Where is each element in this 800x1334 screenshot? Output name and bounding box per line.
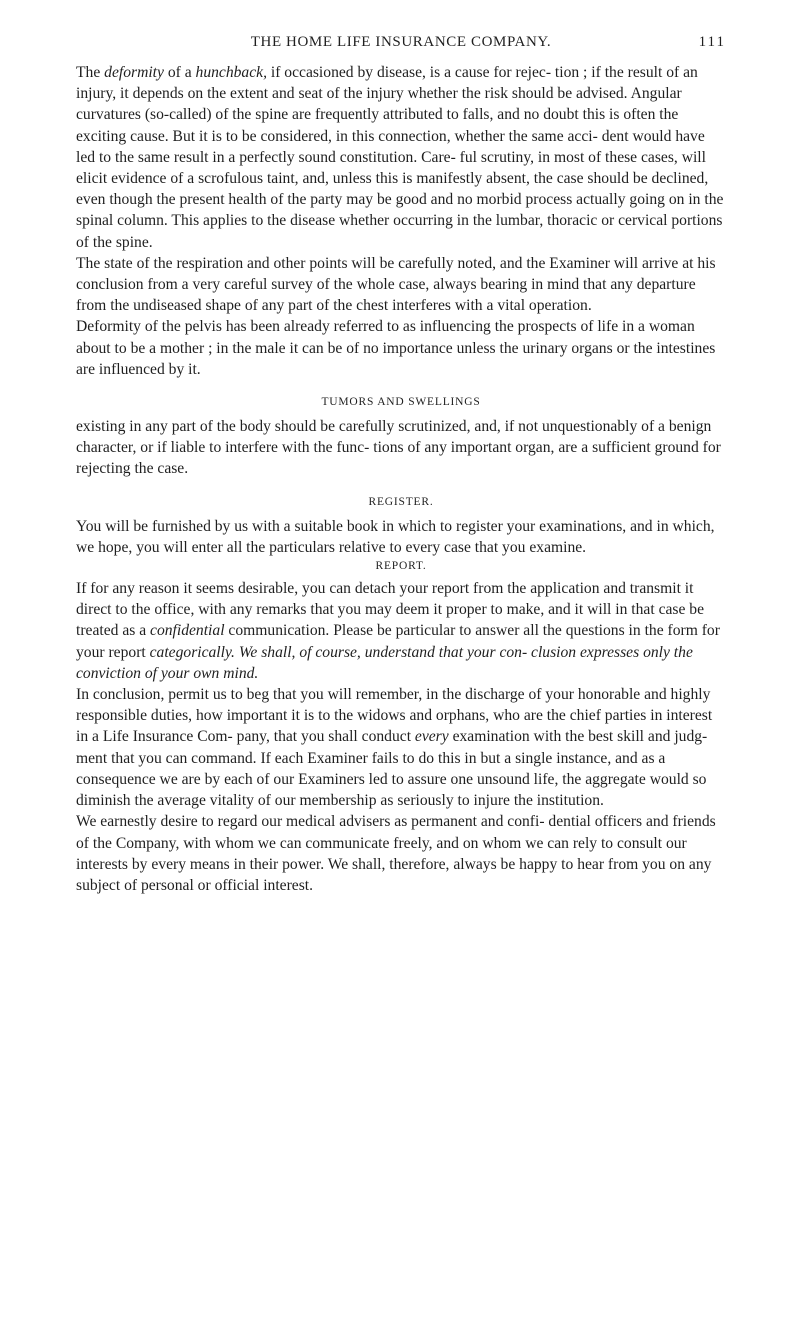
text-run: communication. Please be particular to answer all the questions in the form for your report: [76, 622, 720, 661]
paragraph-register: You will be furnished by us with a suitable book in which to register your examinations, and in which, we hope, you will enter all the particulars relative to every case that you examine.: [76, 517, 715, 556]
heading-tumors: TUMORS AND SWELLINGS: [321, 396, 481, 409]
text-run: examination with the best skill and judg- ment that you can command. If each Examiner fails to do this in but a single instance, and as a consequence we are by each of our Examiners led to assure one unsound life, the aggregate would so diminish the average vitality of our membership as seriously to injure the institution.: [76, 728, 708, 810]
text-run: if occasioned by disease, is a cause for rejec- tion ; if the result of an injury, it depends on the extent and seat of the injury whether the risk should be advised. Angular curvatures (so-called) of the spine are frequently attributed to falls, and no doubt this is often the exciting cause. But it is to be considered, in this connection, whether the same acci- dent would have led to the same result in a perfectly sound constitution. Care- ful scrutiny, in most of these cases, will elicit evidence of a scrofulous taint, and, unless this is manifestly absent, the case should be declined, even though the present health of the party may be good and no morbid process actually going on in the spinal column. This applies to the disease whether occurring in the lumbar, thoracic or cervical portions of the spine.: [76, 64, 724, 251]
running-title: THE HOME LIFE INSURANCE COMPANY.: [250, 34, 552, 50]
italic-term-deformity: deformity: [104, 64, 164, 81]
italic-term-every: every: [414, 728, 449, 746]
paragraph-conclusion: [76, 684, 726, 811]
heading-register: REGISTER.: [368, 495, 434, 508]
text-run: In conclusion, permit us to beg that you will remember, in the discharge of your honorable and highly responsible duties, how important it is to the widows and orphans, who are the chief parties in interest in a Life Insurance Com- pany, that you shall conduct: [76, 686, 713, 746]
italic-phrase-categorically: categorically. We shall, of course, understand that your con- clusion expresses only the conviction of your own mind.: [76, 643, 693, 682]
paragraph-tumors: existing in any part of the body should be carefully scrutinized, and, if not unquestionably of a benign character, or if liable to interfere with the func- tions of any important organ, are a sufficient ground for rejecting the case.: [76, 418, 721, 478]
paragraph-medical-advisers: We earnestly desire to regard our medical advisers as permanent and confi- dential officers and friends of the Company, with whom we can communicate freely, and on whom we can rely to consult our interests by every means in their power. We shall, therefore, always be happy to hear from you on any subject of personal or official interest.: [76, 813, 716, 894]
page-number: 111: [698, 34, 726, 50]
running-header: [76, 22, 726, 62]
paragraph-report: [76, 578, 726, 684]
paragraph-pelvis: Deformity of the pelvis has been already referred to as influencing the prospects of life in a woman about to be a mother ; in the male it can be of no importance unless the urinary organs or the intestines are influenced by it.: [76, 318, 716, 378]
text-run: of a: [163, 64, 196, 81]
paragraph-respiration: The state of the respiration and other points will be carefully noted, and the Examiner will arrive at his conclusion from a very careful survey of the whole case, always bearing in mind that any departure from the undiseased shape of any part of the chest interferes with a vital operation.: [76, 254, 716, 315]
text-run: If for any reason it seems desirable, you can detach your report from the application and transmit it direct to the office, with any remarks that you may deem it proper to make, and it will in that case be treated as a: [76, 580, 705, 640]
italic-term-confidential: confidential: [150, 622, 225, 640]
text-run: The: [76, 64, 105, 81]
heading-report: REPORT.: [375, 560, 427, 573]
italic-term-hunchback: hunchback,: [195, 64, 267, 81]
paragraph-deformity-hunchback: [76, 62, 726, 253]
document-page: [76, 22, 726, 896]
